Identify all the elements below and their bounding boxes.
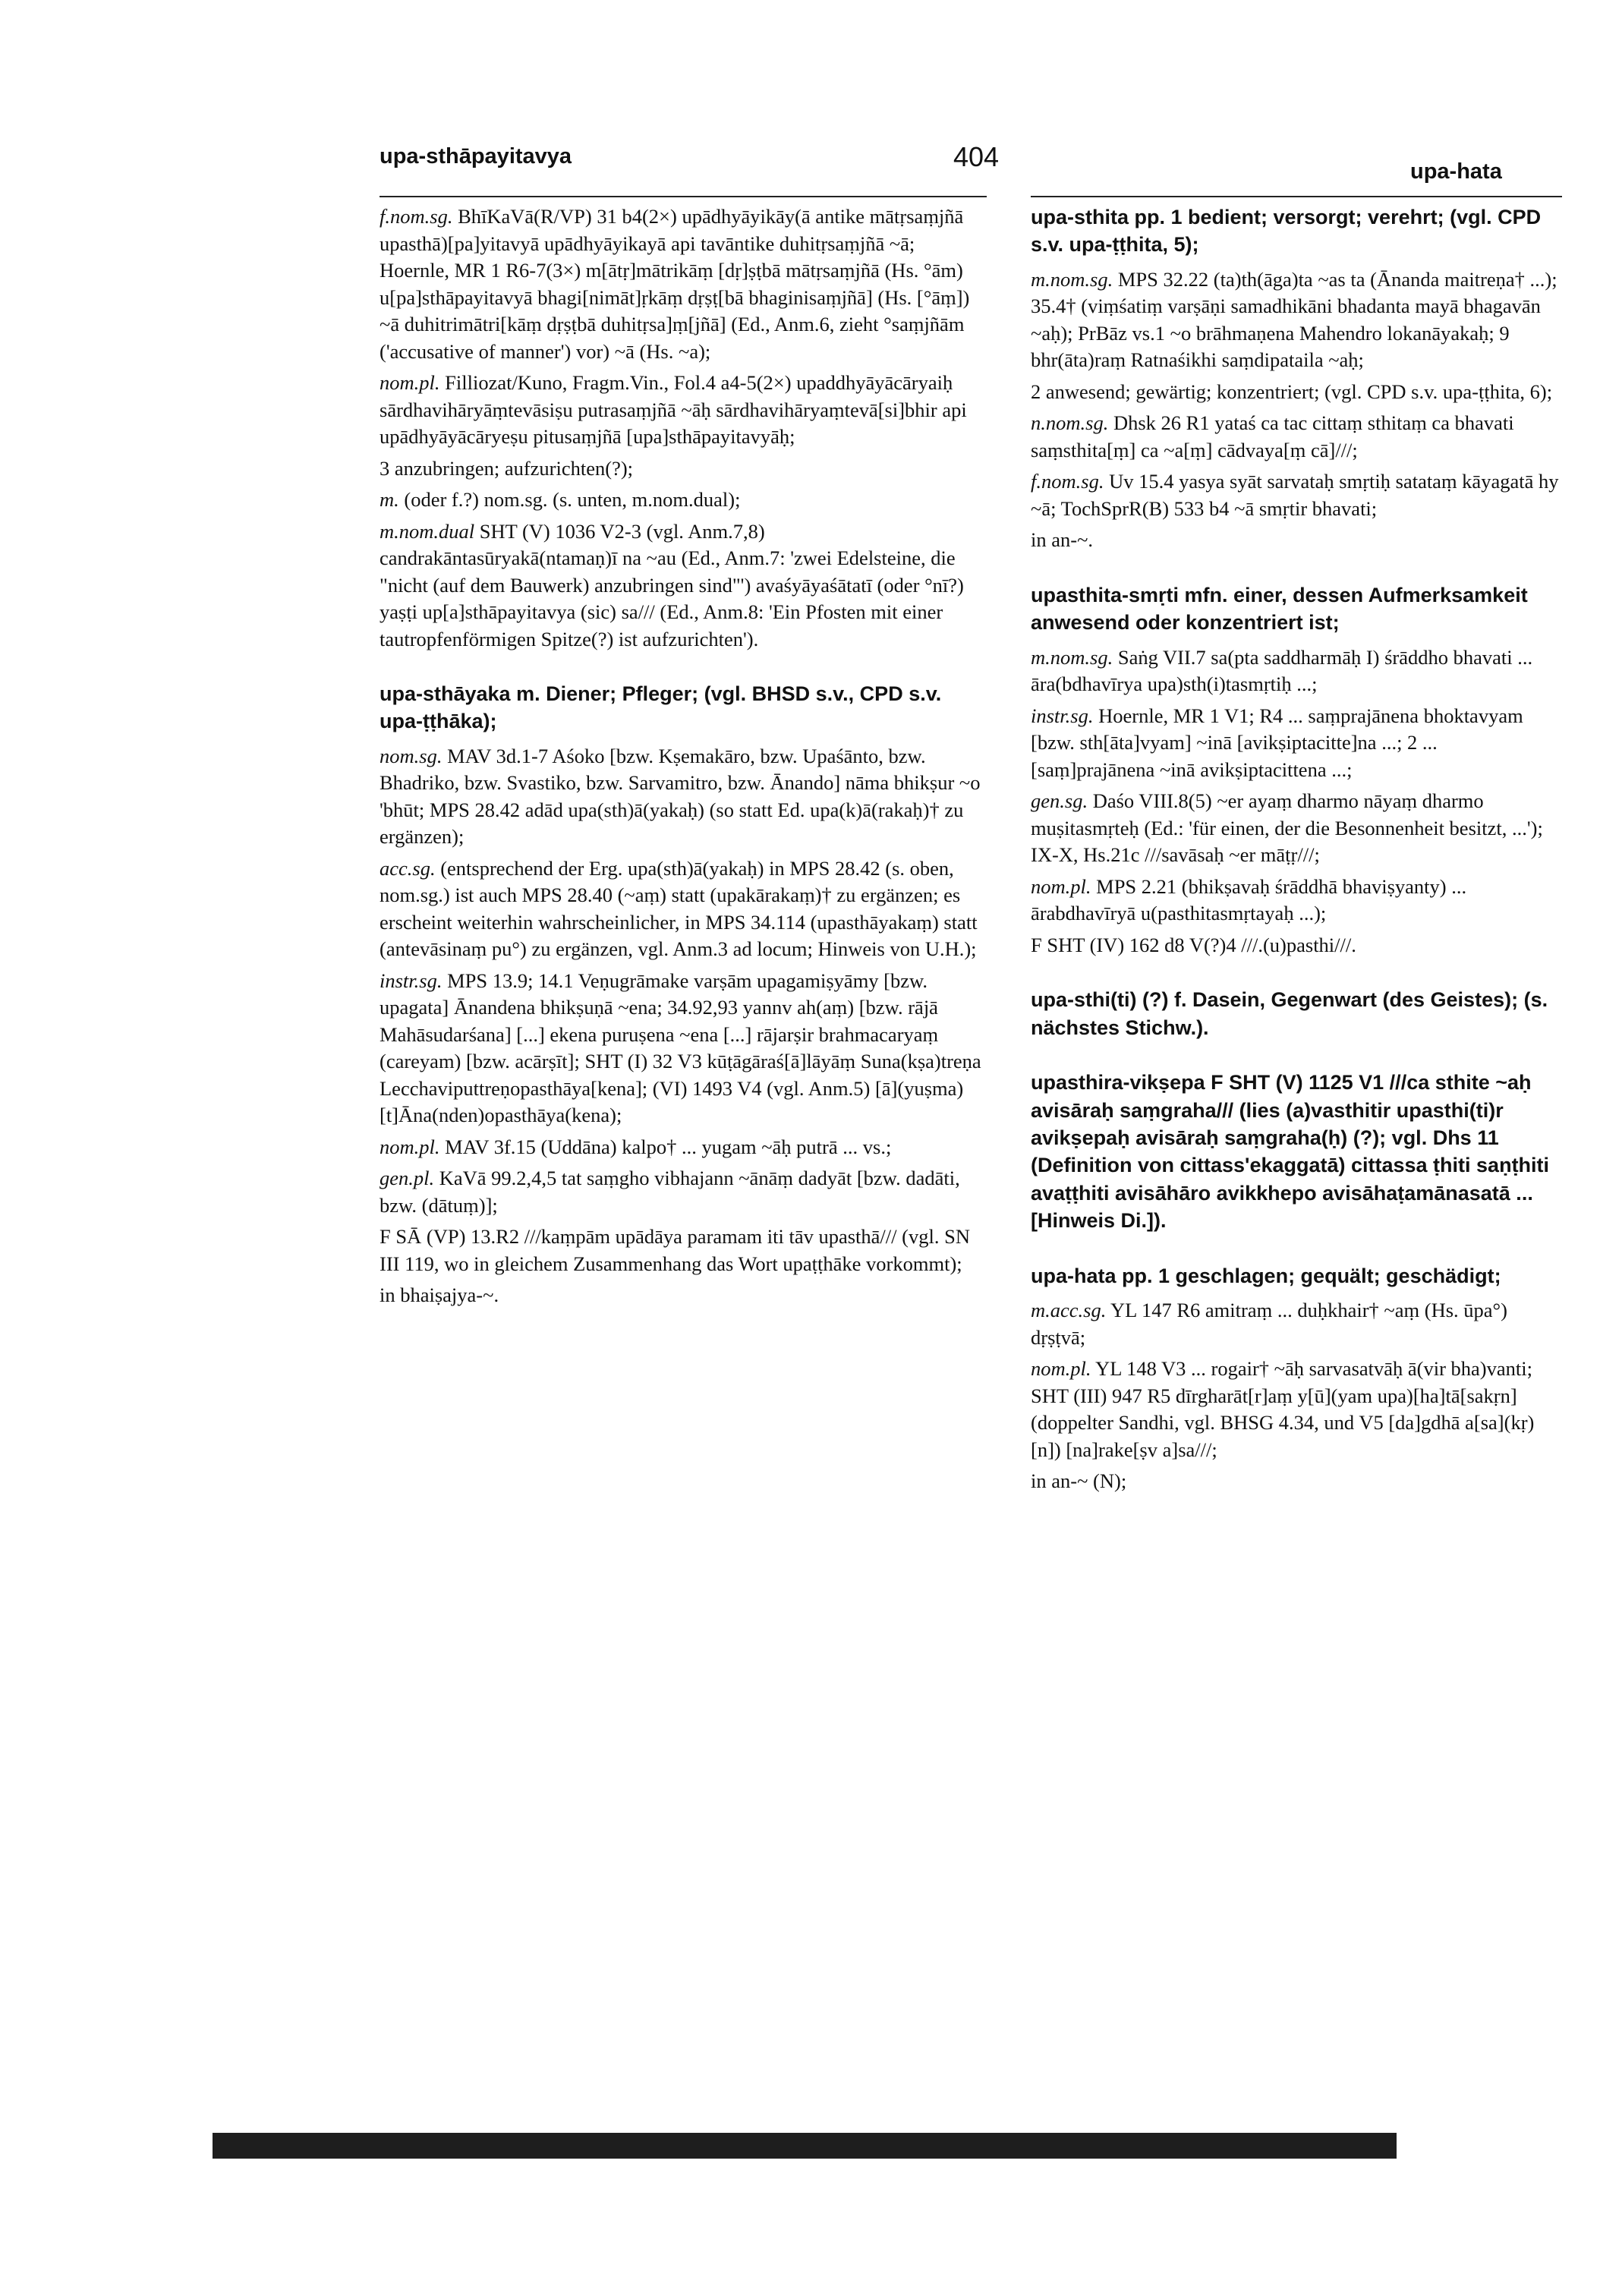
right-column <box>1031 203 1562 1500</box>
citation-text: Dhsk 26 R1 yataś ca tac cittaṃ sthitaṃ ca bhavati saṃsthita[ṃ] ca ~a[ṃ] cādvaya[ṃ cā]///; <box>1031 411 1514 461</box>
left-column <box>380 203 987 1314</box>
grammar-label: nom.pl. <box>1031 1357 1091 1381</box>
entry-headword: upa-sthi(ti) (?) f. Dasein, Gegenwart (des Geistes); (s. nächstes Stichw.). <box>1031 988 1548 1039</box>
entry-paragraph <box>1031 266 1562 374</box>
citation-text: in an-~ (N); <box>1031 1469 1127 1493</box>
citation-text: in bhaiṣajya-~. <box>380 1283 499 1307</box>
citation-text: in an-~. <box>1031 528 1094 552</box>
entry-paragraph <box>380 1165 987 1219</box>
entry-headword: upasthira-vikṣepa F SHT (V) 1125 V1 ///ca sthite ~aḥ avisāraḥ saṃgraha/// (lies (a)vasthitir upasthi(ti)r avikṣepaḥ avisāraḥ saṃgraha(ḥ) (?); vgl. Dhs 11 (Definition von cittass'ekaggatā) cittassa ṭhiti saṇṭhiti avaṭṭhiti avisāhāro avikkhepo avisāhaṭamānasatā ... [Hinweis Di.]). <box>1031 1071 1550 1233</box>
citation-text: F SHT (IV) 162 d8 V(?)4 ///.(u)pasthi///. <box>1031 933 1356 956</box>
grammar-label: m.nom.dual <box>380 519 475 543</box>
entry-paragraph <box>1031 1297 1562 1351</box>
entry-headword: upasthita-smṛti mfn. einer, dessen Aufmerksamkeit anwesend oder konzentriert ist; <box>1031 583 1528 635</box>
citation-text: Hoernle, MR 1 V1; R4 ... saṃprajānena bhoktavyam [bzw. sth[āta]vyam] ~inā [avikṣiptacitte]na ...; 2 ... [saṃ]prajānena ~inā avikṣiptacittena ...; <box>1031 704 1523 781</box>
running-head-right: upa-hata <box>1410 159 1502 184</box>
entry-paragraph <box>380 743 987 851</box>
citation-text: F SĀ (VP) 13.R2 ///kaṃpām upādāya paramam iti tāv upasthā/// (vgl. SN III 119, wo in gleichem Zusammenhang das Wort upaṭṭhāke vorkommt); <box>380 1225 970 1275</box>
entry-paragraph <box>380 855 987 963</box>
grammar-label: nom.sg. <box>380 744 443 767</box>
citation-text: SHT (V) 1036 V2-3 (vgl. Anm.7,8) candrakāntasūryakā(ntamaṇ)ī na ~au (Ed., Anm.7: 'zwei Edelsteine, die "nicht (auf dem Bauwerk) anzubringen sind"') avaśyāyaśātatī (oder °nī?) yaṣṭi up[a]sthāpayitavya (sic) sa/// (Ed., Anm.8: 'Ein Pfosten mit einer tautropfenförmigen Spitze(?) ist aufzurichten'). <box>380 519 964 650</box>
entry-headword: upa-hata pp. 1 geschlagen; gequält; geschädigt; <box>1031 1264 1501 1287</box>
grammar-label: f.nom.sg. <box>1031 470 1104 493</box>
citation-text: MPS 2.21 (bhikṣavaḥ śrāddhā bhaviṣyanty) ... ārabdhavīryā u(pasthitasmṛtayaḥ ...); <box>1031 874 1467 925</box>
citation-text: YL 147 R6 amitraṃ ... duḥkhair† ~aṃ (Hs. ūpa°) dṛṣṭvā; <box>1031 1299 1507 1349</box>
grammar-label: instr.sg. <box>1031 704 1094 727</box>
entry-paragraph <box>380 1134 987 1161</box>
citation-text: YL 148 V3 ... rogair† ~āḥ sarvasatvāḥ ā(vir bha)vanti; SHT (III) 947 R5 dīrgharāt[r]aṃ y[ū](yam upa)[ha]tā[sakṛn] (doppelter Sandhi, vgl. BHSG 4.34, und V5 [da]gdhā a[sa](kṛ)[n]) [na]rake[ṣv a]sa///; <box>1031 1357 1535 1461</box>
citation-text: KaVā 99.2,4,5 tat saṃgho vibhajann ~ānāṃ dadyāt [bzw. dadāti, bzw. (dātuṃ)]; <box>380 1167 960 1217</box>
grammar-label: nom.pl. <box>1031 874 1091 898</box>
entry-paragraph <box>1031 932 1562 959</box>
header-rule-right <box>1031 196 1562 197</box>
entry-paragraph <box>380 1224 987 1277</box>
entry-paragraph <box>1031 703 1562 784</box>
grammar-label: nom.pl. <box>380 371 440 394</box>
header-rule-left <box>380 196 987 197</box>
entry-paragraph <box>1031 527 1562 554</box>
page-number: 404 <box>953 141 1000 172</box>
entry-paragraph <box>380 203 987 365</box>
citation-text: (entsprechend der Erg. upa(sth)ā(yakaḥ) in MPS 28.42 (s. oben, nom.sg.) ist auch MPS 28.40 (~aṃ) statt (upakārakaṃ)† zu ergänzen; es erscheint weiterhin wahrscheinlicher, in MPS 34.114 (upasthāyakaṃ) statt (antevāsinaṃ pu°) zu ergänzen, vgl. Anm.3 ad locum; Hinweis von U.H.); <box>380 856 978 961</box>
citation-text: Filliozat/Kuno, Fragm.Vin., Fol.4 a4-5(2×) upaddhyāyācāryaiḥ sārdhavihāryāṃtevāsiṣu putrasaṃjñā ~āḥ sārdhavihāryaṃtevā[si]bhir api upādhyāyācāryeṣu pitusaṃjñā [upa]sthāpayitavyāḥ; <box>380 371 967 448</box>
entry-paragraph <box>380 370 987 451</box>
citation-text: MAV 3d.1-7 Aśoko [bzw. Kṣemakāro, bzw. Upaśānto, bzw. Bhadriko, bzw. Svastiko, bzw. Sarvamitro, bzw. Ānando] nāma bhikṣur ~o 'bhūt; MPS 28.42 adād upa(sth)ā(yakaḥ) (so statt Ed. upa(k)ā(rakaḥ)† zu ergänzen); <box>380 744 981 849</box>
grammar-label: m.nom.sg. <box>1031 267 1113 291</box>
citation-text: MPS 32.22 (ta)th(āga)ta ~as ta (Ānanda maitreṇa† ...); 35.4† (viṃśatiṃ varṣāṇi samadhikāni bhadanta mayā bhagavān ~aḥ); PrBāz vs.1 ~o brāhmaṇena Mahendro lokanāyakaḥ; 9 bhr(āta)raṃ Ratnaśikhi saṃdipataila ~aḥ; <box>1031 267 1557 372</box>
entry-paragraph <box>1031 379 1562 406</box>
grammar-label: gen.sg. <box>1031 789 1088 813</box>
entry-paragraph <box>380 487 987 514</box>
entry-paragraph <box>1031 1468 1562 1495</box>
grammar-label: m.nom.sg. <box>1031 645 1113 669</box>
grammar-label: m. <box>380 488 399 511</box>
citation-text: (oder f.?) nom.sg. (s. unten, m.nom.dual); <box>404 488 741 511</box>
grammar-label: instr.sg. <box>380 968 443 992</box>
entry-paragraph <box>380 518 987 654</box>
citation-text: Uv 15.4 yasya syāt sarvataḥ smṛtiḥ satataṃ kāyagatā hy ~ā; TochSprR(B) 533 b4 ~ā smṛtir bhavati; <box>1031 470 1559 520</box>
grammar-label: f.nom.sg. <box>380 205 453 228</box>
entry-paragraph <box>380 1282 987 1309</box>
citation-text: MPS 13.9; 14.1 Veṇugrāmake varṣām upagamiṣyāmy [bzw. upagata] Ānandena bhikṣuṇā ~ena; 34.92,93 yannv ah(aṃ) [bzw. rājā Mahāsudarśana] [...] ekena puruṣena ~ena [...] rājarṣir brahmacaryaṃ (careyam) [bzw. acārṣīt]; SHT (I) 32 V3 kūṭāgāraś[ā]lāyāṃ Suna(kṣa)treṇa Lecchaviputtreṇopasthāya[kena]; (VI) 1493 V4 (vgl. Anm.5) [ā](yuṣma)[t]Āna(nden)opasthāya(kena); <box>380 968 981 1127</box>
citation-text: Daśo VIII.8(5) ~er ayaṃ dharmo nāyaṃ dharmo muṣitasmṛteḥ (Ed.: 'für einen, der die Besonnenheit besitzt, ...'); IX-X, Hs.21c ///savāsaḥ ~er māṭṛ///; <box>1031 789 1543 867</box>
entry-paragraph <box>1031 410 1562 464</box>
entry-paragraph <box>1031 468 1562 522</box>
running-head-left: upa-sthāpayitavya <box>380 144 572 168</box>
entry-paragraph <box>380 968 987 1129</box>
grammar-label: nom.pl. <box>380 1135 440 1158</box>
grammar-label: n.nom.sg. <box>1031 411 1109 435</box>
citation-text: MAV 3f.15 (Uddāna) kalpo† ... yugam ~āḥ putrā ... vs.; <box>445 1135 892 1158</box>
entry-paragraph <box>1031 788 1562 869</box>
grammar-label: gen.pl. <box>380 1167 435 1190</box>
entry-paragraph <box>1031 644 1562 698</box>
entry-paragraph <box>1031 874 1562 928</box>
entry-paragraph <box>1031 1356 1562 1463</box>
citation-text: Saṅg VII.7 sa(pta saddharmāḥ I) śrāddho bhavati ... āra(bdhavīrya upa)sth(i)tasmṛtiḥ ...; <box>1031 645 1533 696</box>
grammar-label: acc.sg. <box>380 856 436 880</box>
entry-headword: upa-sthāyaka m. Diener; Pfleger; (vgl. BHSD s.v., CPD s.v. upa-ṭṭhāka); <box>380 682 942 733</box>
entry-paragraph <box>380 455 987 483</box>
scan-edge-bar <box>213 2133 1397 2159</box>
entry-headword: upa-sthita pp. 1 bedient; versorgt; verehrt; (vgl. CPD s.v. upa-ṭṭhita, 5); <box>1031 206 1542 257</box>
citation-text: BhīKaVā(R/VP) 31 b4(2×) upādhyāyikāy(ā antike mātṛsaṃjñā upasthā)[pa]yitavyā upādhyāyikayā api tavāntike duhitṛsaṃjñā ~ā; Hoernle, MR 1 R6-7(3×) m[ātṛ]mātrikāṃ [dṛ]ṣṭbā mātṛsaṃjñā (Hs. °ām) u[pa]sthāpayitavyā bhagi[nimāt]ṛkāṃ dṛṣṭ[bā bhaginisaṃjñā] (Hs. [°āṃ]) ~ā duhitrimātri[kāṃ dṛṣṭbā duhitṛsa]ṃ[jñā] (Ed., Anm.6, zieht °saṃjñām ('accusative of manner') vor) ~ā (Hs. ~a); <box>380 205 970 363</box>
citation-text: 2 anwesend; gewärtig; konzentriert; (vgl. CPD s.v. upa-ṭṭhita, 6); <box>1031 380 1553 403</box>
citation-text: 3 anzubringen; aufzurichten(?); <box>380 456 634 480</box>
grammar-label: m.acc.sg. <box>1031 1299 1107 1322</box>
